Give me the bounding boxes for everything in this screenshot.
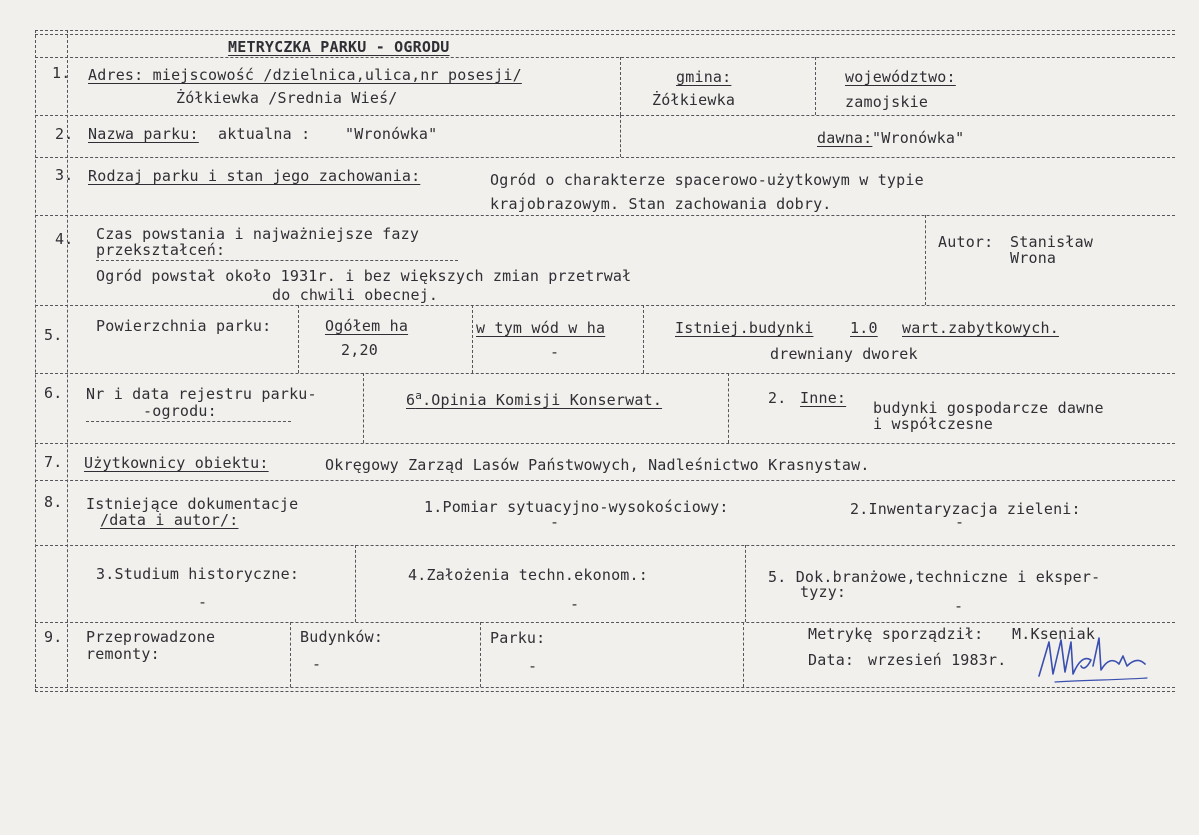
industry-docs-line2: tyzy: bbox=[800, 583, 847, 601]
area-label: Powierzchnia parku: bbox=[96, 317, 272, 335]
voivodeship-label: województwo: bbox=[845, 68, 956, 86]
row9-line-b bbox=[480, 622, 481, 687]
author-label: Autor: bbox=[938, 233, 994, 251]
industry-docs-value: - bbox=[954, 597, 964, 615]
row6-line-b bbox=[728, 373, 729, 443]
opinion-superscript: a bbox=[415, 389, 423, 402]
row5-line-a bbox=[298, 305, 299, 373]
divider-8 bbox=[35, 480, 1175, 481]
left-border bbox=[35, 30, 36, 692]
park-repairs-value: - bbox=[528, 657, 538, 675]
divider-7 bbox=[35, 443, 1175, 444]
park-type-label: Rodzaj parku i stan jego zachowania: bbox=[88, 167, 421, 185]
building-repairs-label: Budynków: bbox=[300, 628, 384, 646]
row8-line-b bbox=[745, 545, 746, 622]
users-label: Użytkownicy obiektu: bbox=[84, 454, 269, 472]
row9-line-c bbox=[743, 622, 744, 687]
total-area-value: 2,20 bbox=[341, 341, 378, 359]
former-name-value: "Wronówka" bbox=[872, 129, 965, 147]
users-value: Okręgowy Zarząd Lasów Państwowych, Nadleśnictwo Krasnystaw. bbox=[325, 456, 870, 474]
row7-number: 7. bbox=[44, 453, 63, 471]
row5-line-b bbox=[472, 305, 473, 373]
survey-label: 1.Pomiar sytuacyjno-wysokościowy: bbox=[424, 498, 729, 516]
divider-2 bbox=[35, 115, 1175, 116]
current-name-value: "Wronówka" bbox=[345, 125, 438, 143]
date-label: Data: bbox=[808, 651, 855, 669]
repairs-label-line2: remonty: bbox=[86, 645, 160, 663]
greenery-inventory-value: - bbox=[955, 513, 965, 531]
row4-author-line bbox=[925, 215, 926, 305]
industry-docs-line1: 5. Dok.branżowe,techniczne i eksper- bbox=[768, 568, 1101, 586]
history-underline bbox=[96, 260, 458, 261]
row8-line-a bbox=[355, 545, 356, 622]
handwritten-signature bbox=[1035, 630, 1155, 690]
park-type-line2: krajobrazowym. Stan zachowania dobry. bbox=[490, 195, 832, 213]
greenery-inventory-label: 2.Inwentaryzacja zieleni: bbox=[850, 500, 1081, 518]
opinion-number: 6 bbox=[406, 391, 416, 409]
row9-number: 9. bbox=[44, 628, 63, 646]
other-label: Inne: bbox=[800, 389, 847, 407]
gmina-label: gmina: bbox=[676, 68, 732, 86]
bottom-border bbox=[35, 687, 1175, 692]
row3-number: 3. bbox=[55, 166, 74, 184]
row1-gmina-line bbox=[620, 57, 621, 115]
techno-economic-label: 4.Założenia techn.ekonom.: bbox=[408, 566, 648, 584]
conservation-opinion-label bbox=[406, 386, 662, 410]
row6-number: 6. bbox=[44, 384, 63, 402]
park-name-label: Nazwa parku: bbox=[88, 125, 199, 143]
date-value: wrzesień 1983r. bbox=[868, 651, 1007, 669]
documentation-label-line1: Istniejące dokumentacje bbox=[86, 495, 299, 513]
existing-buildings-label: Istniej.budynki bbox=[675, 319, 814, 337]
row6-line-a bbox=[363, 373, 364, 443]
row2-line bbox=[620, 115, 621, 157]
other-value-line2: i współczesne bbox=[873, 415, 993, 433]
divider-3 bbox=[35, 157, 1175, 158]
existing-buildings-count: 1.0 bbox=[850, 319, 878, 337]
voivodeship-value: zamojskie bbox=[845, 93, 929, 111]
row8-number: 8. bbox=[44, 493, 63, 511]
park-repairs-label: Parku: bbox=[490, 629, 546, 647]
history-label-line2: przekształceń: bbox=[96, 241, 226, 259]
address-value: Żółkiewka /Srednia Wieś/ bbox=[176, 89, 398, 107]
row5-number: 5. bbox=[44, 326, 63, 344]
historical-study-value: - bbox=[198, 593, 208, 611]
prepared-by-label: Metrykę sporządził: bbox=[808, 625, 984, 643]
top-border bbox=[35, 30, 1175, 35]
divider-9 bbox=[35, 545, 1175, 546]
opinion-text: .Opinia Komisji Konserwat. bbox=[422, 391, 663, 409]
total-area-label: Ogółem ha bbox=[325, 317, 409, 335]
heritage-value-label: wart.zabytkowych. bbox=[902, 319, 1059, 337]
repairs-label-line1: Przeprowadzone bbox=[86, 628, 216, 646]
divider-1 bbox=[35, 57, 1175, 58]
history-value-line1: Ogród powstał około 1931r. i bez większych zmian przetrwał bbox=[96, 267, 632, 285]
row1-number: 1. bbox=[52, 64, 71, 82]
historical-study-label: 3.Studium historyczne: bbox=[96, 565, 300, 583]
row1-woj-line bbox=[815, 57, 816, 115]
prepared-by-value: M.Kseniak bbox=[1012, 625, 1096, 643]
building-repairs-value: - bbox=[312, 655, 322, 673]
row5-line-c bbox=[643, 305, 644, 373]
water-area-label: w tym wód w ha bbox=[476, 319, 606, 337]
divider-4 bbox=[35, 215, 1175, 216]
register-label-line1: Nr i data rejestru parku- bbox=[86, 385, 317, 403]
park-type-line1: Ogród o charakterze spacerowo-użytkowym w typie bbox=[490, 171, 924, 189]
gmina-value: Żółkiewka bbox=[652, 91, 736, 109]
existing-buildings-value: drewniany dworek bbox=[770, 345, 918, 363]
documentation-label-line2: /data i autor/: bbox=[100, 511, 239, 529]
address-label: Adres: miejscowość /dzielnica,ulica,nr posesji/ bbox=[88, 66, 522, 84]
current-name-label: aktualna : bbox=[218, 125, 311, 143]
history-label-line1: Czas powstania i najważniejsze fazy bbox=[96, 225, 420, 243]
survey-value: - bbox=[550, 513, 560, 531]
divider-6 bbox=[35, 373, 1175, 374]
author-name-line1: Stanisław bbox=[1010, 233, 1094, 251]
row2-number: 2. bbox=[55, 125, 74, 143]
techno-economic-value: - bbox=[570, 595, 580, 613]
author-name-line2: Wrona bbox=[1010, 249, 1057, 267]
other-number: 2. bbox=[768, 389, 787, 407]
divider-5 bbox=[35, 305, 1175, 306]
history-value-line2: do chwili obecnej. bbox=[272, 286, 439, 304]
divider-10 bbox=[35, 622, 1175, 623]
register-label-line2: -ogrodu: bbox=[143, 402, 217, 420]
page-title: METRYCZKA PARKU - OGRODU bbox=[228, 38, 450, 56]
row4-number: 4. bbox=[55, 230, 74, 248]
former-name-label: dawna: bbox=[817, 129, 873, 147]
water-area-value: - bbox=[550, 343, 560, 361]
register-underline bbox=[86, 421, 291, 422]
other-value-line1: budynki gospodarcze dawne bbox=[873, 399, 1104, 417]
row9-line-a bbox=[290, 622, 291, 687]
